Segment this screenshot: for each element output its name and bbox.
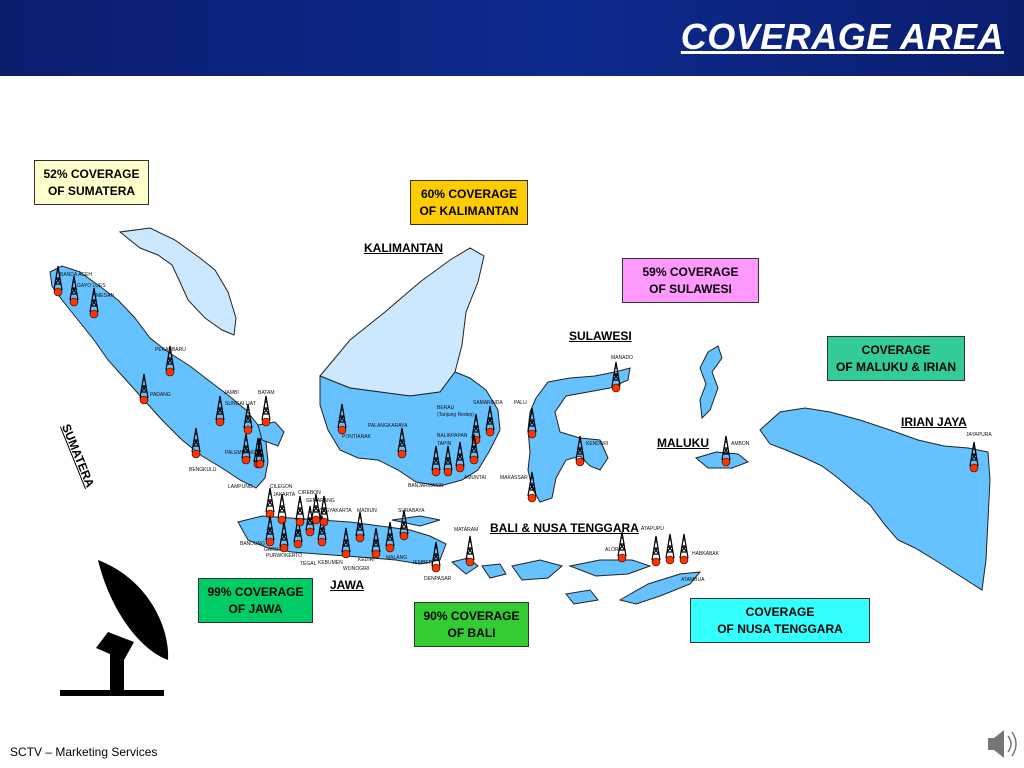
halmahera-island bbox=[700, 346, 722, 418]
city-label: BANDUNG bbox=[240, 541, 266, 547]
satellite-dish-icon bbox=[60, 560, 168, 696]
bali-coverage-box bbox=[414, 602, 529, 647]
transmitter-tower-icon bbox=[652, 536, 660, 566]
city-label: KEDIRI bbox=[358, 557, 375, 563]
transmitter-tower-icon bbox=[244, 404, 252, 434]
city-label: YOGYAKARTA bbox=[318, 508, 352, 514]
city-label: BATAM bbox=[258, 390, 275, 396]
transmitter-tower-icon bbox=[722, 436, 730, 466]
nusa-coverage-box bbox=[690, 598, 870, 643]
maluku-coverage-line1: COVERAGE bbox=[861, 342, 931, 357]
sumba-island bbox=[566, 590, 598, 604]
city-label: (Tanjung Redep) bbox=[437, 412, 474, 418]
lombok-island bbox=[482, 564, 506, 578]
city-label: PALANGKARAYA bbox=[368, 423, 408, 429]
region-bali-nusa: BALI & NUSA TENGGARA bbox=[490, 521, 639, 535]
city-label: MADIUN bbox=[357, 508, 377, 514]
sulawesi-coverage-line2: OF SULAWESI bbox=[649, 281, 732, 296]
transmitter-tower-icon bbox=[356, 512, 364, 542]
city-label: KENDARI bbox=[586, 441, 609, 447]
region-kalimantan: KALIMANTAN bbox=[364, 241, 444, 255]
city-label: KEBUMEN bbox=[318, 560, 343, 566]
sumatera-coverage-box bbox=[34, 160, 149, 205]
city-label: JAKARTA bbox=[273, 492, 296, 498]
region-sulawesi: SULAWESI bbox=[569, 329, 632, 343]
madura-island bbox=[392, 516, 440, 526]
city-label: MALANG bbox=[386, 555, 408, 561]
transmitter-tower-icon bbox=[278, 494, 286, 524]
jawa-coverage-line1: 99% COVERAGE bbox=[207, 584, 304, 599]
flores-island bbox=[570, 560, 650, 576]
irian-land bbox=[760, 408, 990, 590]
city-label: BANJARMASIN bbox=[408, 483, 444, 489]
sulawesi-coverage-line1: 59% COVERAGE bbox=[642, 264, 739, 279]
region-jawa: JAWA bbox=[330, 578, 365, 592]
city-label: JAYAPURA bbox=[966, 432, 992, 438]
sumbawa-island bbox=[512, 560, 562, 580]
city-label: SEMARANG bbox=[306, 498, 335, 504]
bali-island bbox=[452, 558, 478, 574]
city-label: MAKASSAR bbox=[500, 475, 528, 481]
transmitter-tower-icon bbox=[970, 442, 978, 472]
city-label: PALU bbox=[514, 400, 527, 406]
jawa-coverage-line2: OF JAWA bbox=[228, 601, 283, 616]
city-label: CIREBON bbox=[298, 490, 321, 496]
city-label: TAPIN bbox=[437, 441, 452, 447]
city-label: WONOGIRI bbox=[343, 566, 370, 572]
city-label: MEDAN bbox=[96, 293, 115, 299]
city-label: BERAU bbox=[437, 405, 455, 411]
speaker-icon bbox=[988, 730, 1016, 758]
kalimantan-coverage-line2: OF KALIMANTAN bbox=[419, 203, 519, 218]
city-label: MATARAM bbox=[454, 527, 479, 533]
transmitter-tower-icon bbox=[680, 534, 688, 564]
city-label: PURWOKERTO bbox=[266, 553, 303, 559]
city-label: GAYO LUES bbox=[77, 283, 106, 289]
sulawesi-coverage-box bbox=[622, 258, 759, 303]
city-label: PEKANBARU bbox=[155, 347, 186, 353]
city-label: SUNGAI LIAT bbox=[225, 401, 256, 407]
city-label: PALEMBANG bbox=[225, 450, 256, 456]
sumatera-coverage-line1: 52% COVERAGE bbox=[43, 166, 140, 181]
city-label: JEMBER bbox=[412, 560, 433, 566]
city-label: TEGAL bbox=[300, 561, 317, 567]
city-label: AMUNTAI bbox=[464, 475, 487, 481]
transmitter-tower-icon bbox=[466, 536, 474, 566]
maluku-coverage-line2: OF MALUKU & IRIAN bbox=[836, 359, 956, 374]
transmitter-tower-icon bbox=[400, 510, 408, 540]
transmitter-tower-icon bbox=[618, 532, 626, 562]
transmitter-tower-icon bbox=[612, 362, 620, 392]
city-label: PADANG bbox=[150, 392, 171, 398]
nusa-coverage-line2: OF NUSA TENGGARA bbox=[717, 621, 843, 636]
city-label: ALOR bbox=[605, 547, 619, 553]
city-label: SURABAYA bbox=[398, 508, 425, 514]
city-label: AMBON bbox=[731, 441, 750, 447]
maluku-coverage-box bbox=[827, 336, 965, 381]
city-label: GARUT bbox=[264, 547, 282, 553]
transmitter-tower-icon bbox=[262, 396, 270, 426]
transmitter-tower-icon bbox=[666, 534, 674, 564]
kalimantan-coverage-line1: 60% COVERAGE bbox=[420, 186, 518, 201]
city-label: LAMPUNG bbox=[228, 484, 253, 490]
jawa-coverage-box bbox=[198, 578, 313, 623]
city-label: BENGKULU bbox=[189, 467, 217, 473]
city-label: MANADO bbox=[611, 355, 633, 361]
city-label: SAMARINDA bbox=[473, 400, 503, 406]
sumatera-coverage-line2: OF SUMATERA bbox=[47, 183, 136, 198]
malay-peninsula-land bbox=[120, 228, 236, 335]
city-label: ATAMBUA bbox=[681, 577, 705, 583]
kalimantan-coverage-box bbox=[410, 180, 528, 225]
transmitter-tower-icon bbox=[296, 496, 304, 526]
city-label: CILEGON bbox=[270, 484, 293, 490]
bali-coverage-line1: 90% COVERAGE bbox=[423, 608, 520, 623]
city-label: BALIKPAPAN bbox=[437, 433, 468, 439]
city-label: DENPASAR bbox=[424, 576, 452, 582]
city-label: HABKABAK bbox=[692, 551, 719, 557]
bali-coverage-line2: OF BALI bbox=[447, 625, 496, 640]
region-sumatera: SUMATERA bbox=[59, 422, 98, 490]
nusa-coverage-line1: COVERAGE bbox=[745, 604, 815, 619]
region-irian: IRIAN JAYA bbox=[901, 415, 967, 429]
city-label: ATAPUPU bbox=[641, 526, 664, 532]
city-label: BANDA ACEH bbox=[60, 272, 92, 278]
city-label: JAMBI bbox=[224, 390, 239, 396]
page-title: COVERAGE AREA bbox=[680, 16, 1004, 57]
footer-text: SCTV – Marketing Services bbox=[10, 745, 158, 759]
region-maluku: MALUKU bbox=[657, 436, 709, 450]
city-label: PONTIANAK bbox=[342, 434, 371, 440]
